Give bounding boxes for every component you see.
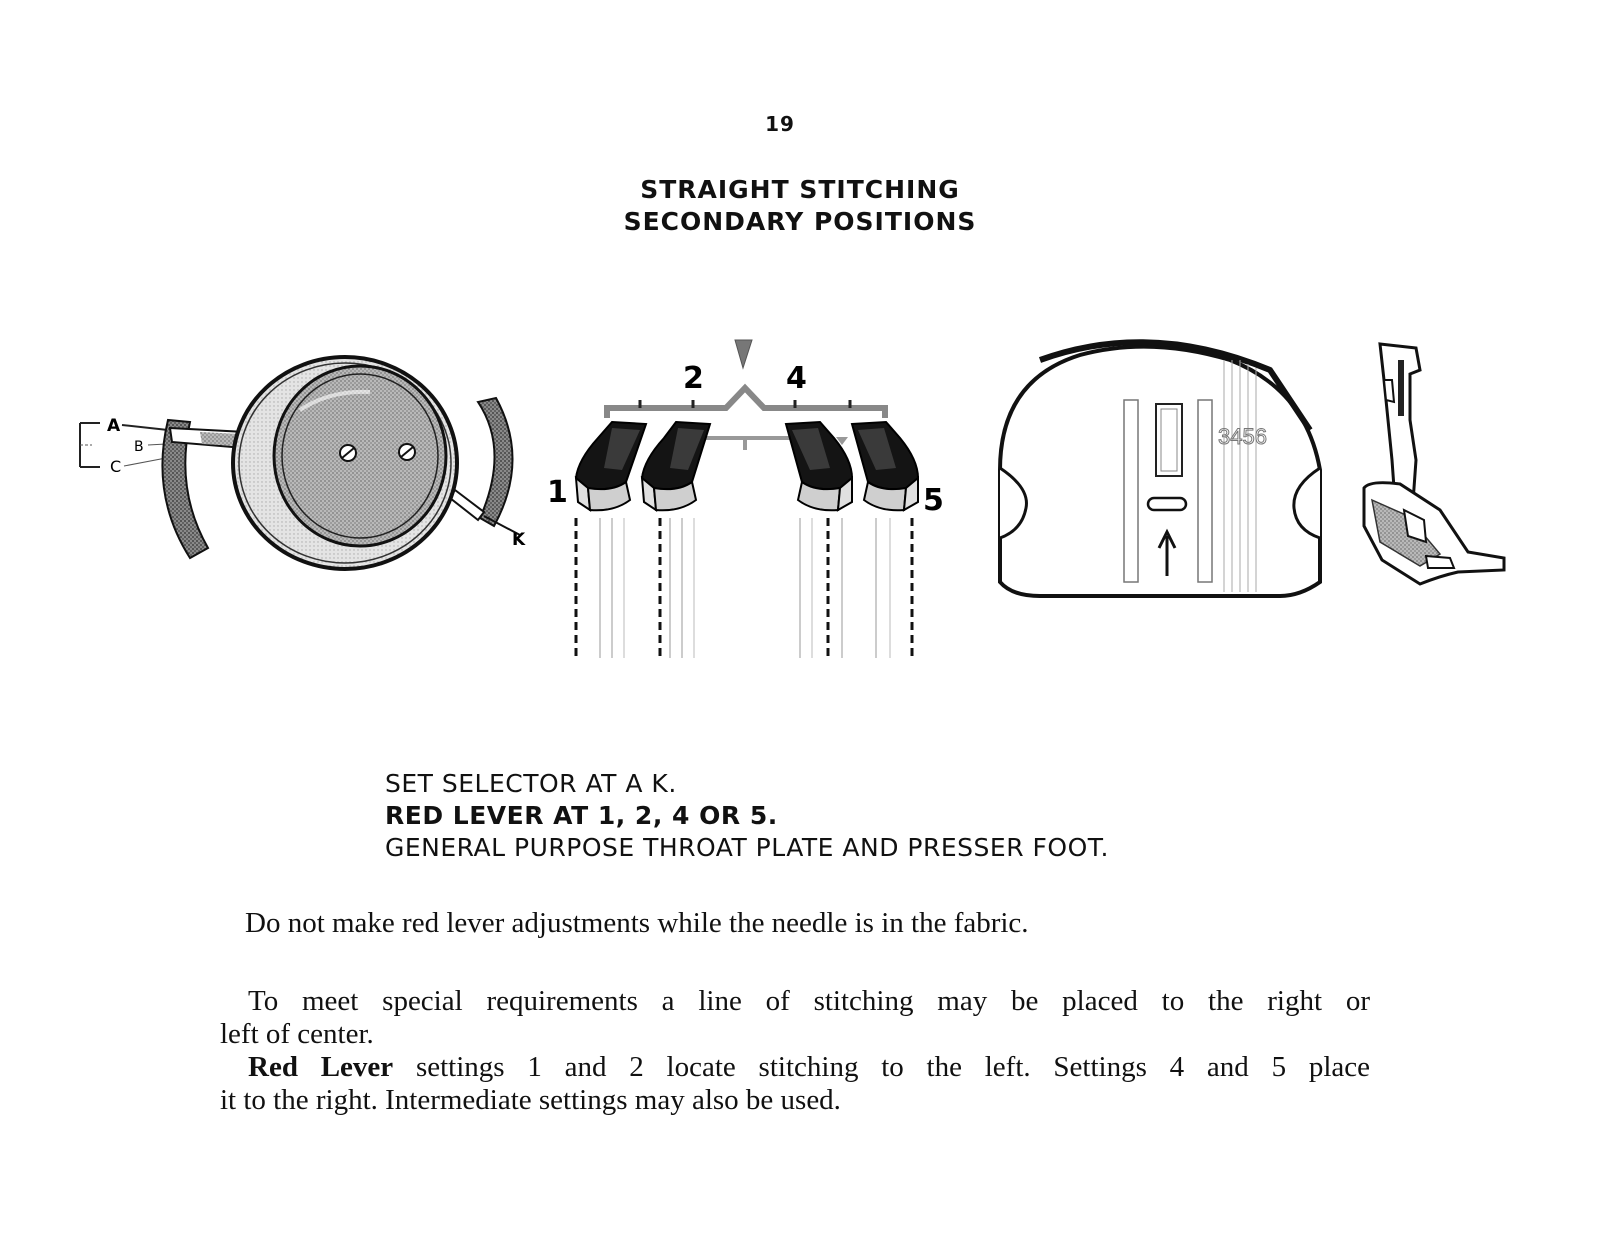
lever-position-4-label: 4 bbox=[786, 361, 807, 396]
stitch-lines bbox=[576, 518, 912, 658]
instructions-block bbox=[385, 768, 1265, 864]
lever-position-2-label: 2 bbox=[683, 361, 704, 396]
illustration-area bbox=[0, 320, 1600, 700]
knob-screw-right bbox=[399, 444, 415, 460]
lever-2 bbox=[642, 422, 710, 510]
lever-position-5-label: 5 bbox=[923, 483, 944, 518]
explanation-line-4: it to the right. Intermediate settings may also be used. bbox=[220, 1084, 841, 1116]
presser-foot-illustration bbox=[1364, 344, 1504, 584]
explanation-line-3-rest: settings 1 and 2 locate stitching to the left. Settings 4 and 5 place bbox=[415, 1051, 1371, 1083]
lever-1 bbox=[576, 422, 646, 510]
selector-label-c: C bbox=[110, 457, 122, 476]
page-title-line-1: STRAIGHT STITCHING bbox=[640, 175, 960, 204]
stitch-selector-dial-illustration bbox=[80, 357, 526, 569]
red-lever-term: Red Lever bbox=[248, 1051, 394, 1083]
throat-plate-marking: 3456 bbox=[1218, 424, 1267, 449]
illustration-svg bbox=[0, 320, 1600, 700]
selector-label-b: B bbox=[134, 439, 144, 455]
selector-label-a: A bbox=[107, 416, 121, 436]
explanation-line-3 bbox=[220, 1051, 1370, 1084]
selector-label-k: K bbox=[512, 530, 526, 550]
red-lever-positions-illustration bbox=[547, 340, 944, 658]
throat-plate-illustration bbox=[1000, 342, 1320, 596]
explanation-line-1: To meet special requirements a line of stitching may be placed to the right or bbox=[248, 985, 1370, 1017]
knob-screw-left bbox=[340, 445, 356, 461]
instruction-throat-plate: GENERAL PURPOSE THROAT PLATE AND PRESSER FOOT. bbox=[385, 833, 1110, 862]
page-title-line-2: SECONDARY POSITIONS bbox=[623, 207, 977, 236]
instruction-set-selector: SET SELECTOR AT A K. bbox=[385, 769, 677, 798]
page-number: 19 bbox=[765, 112, 795, 136]
lever-5 bbox=[852, 422, 918, 510]
warning-paragraph: Do not make red lever adjustments while the needle is in the fabric. bbox=[245, 907, 1029, 939]
lever-position-1-label: 1 bbox=[547, 475, 568, 510]
explanation-paragraph bbox=[220, 985, 1370, 1117]
lever-4 bbox=[786, 422, 852, 510]
explanation-line-2: left of center. bbox=[220, 1018, 374, 1050]
instruction-red-lever: RED LEVER AT 1, 2, 4 OR 5. bbox=[385, 801, 778, 830]
